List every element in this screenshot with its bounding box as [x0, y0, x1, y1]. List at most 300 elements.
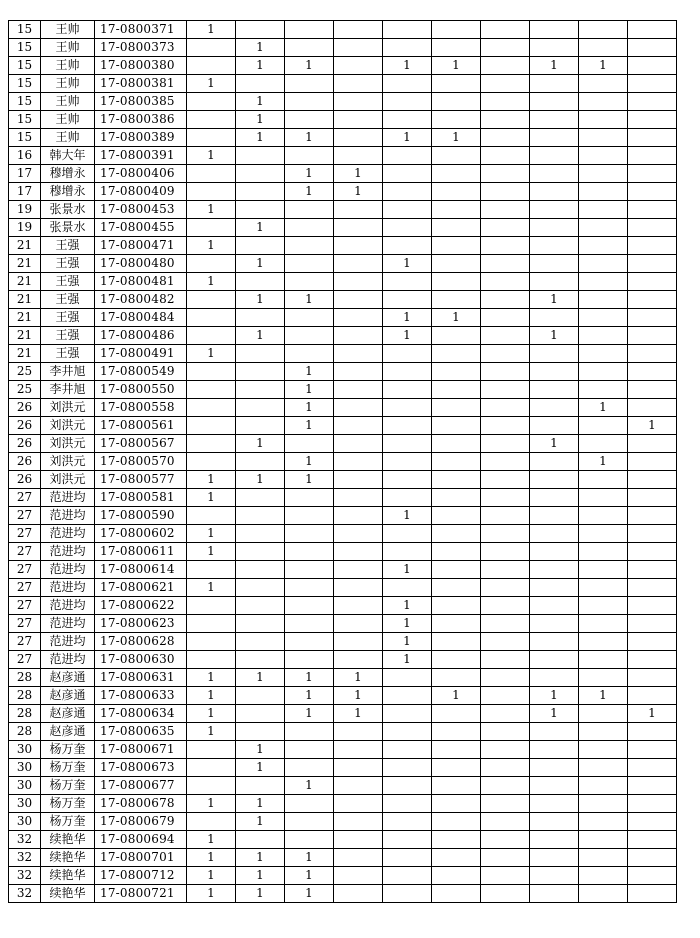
person-name-cell: 范进均	[41, 633, 95, 651]
mark-cell	[334, 885, 383, 903]
mark-cell	[383, 93, 432, 111]
mark-cell	[187, 327, 236, 345]
mark-cell: 1	[530, 705, 579, 723]
record-id-cell: 17-0800406	[95, 165, 187, 183]
mark-cell	[530, 453, 579, 471]
mark-cell	[432, 183, 481, 201]
mark-cell	[187, 435, 236, 453]
mark-cell	[383, 183, 432, 201]
mark-cell	[530, 111, 579, 129]
mark-cell	[285, 147, 334, 165]
mark-cell	[481, 795, 530, 813]
mark-cell	[579, 255, 628, 273]
mark-cell	[334, 795, 383, 813]
mark-cell: 1	[187, 669, 236, 687]
record-id-cell: 17-0800622	[95, 597, 187, 615]
group-number-cell: 21	[9, 327, 41, 345]
record-id-cell: 17-0800481	[95, 273, 187, 291]
group-number-cell: 16	[9, 147, 41, 165]
mark-cell	[579, 777, 628, 795]
mark-cell	[187, 399, 236, 417]
mark-cell	[530, 75, 579, 93]
mark-cell: 1	[187, 687, 236, 705]
mark-cell: 1	[383, 309, 432, 327]
mark-cell	[628, 75, 677, 93]
mark-cell	[383, 237, 432, 255]
mark-cell	[285, 507, 334, 525]
person-name-cell: 刘洪元	[41, 453, 95, 471]
person-name-cell: 杨万奎	[41, 777, 95, 795]
mark-cell	[579, 561, 628, 579]
mark-cell	[334, 219, 383, 237]
mark-cell	[187, 813, 236, 831]
mark-cell	[187, 219, 236, 237]
mark-cell	[334, 813, 383, 831]
mark-cell	[334, 471, 383, 489]
mark-cell	[236, 363, 285, 381]
record-id-cell: 17-0800630	[95, 651, 187, 669]
mark-cell: 1	[579, 399, 628, 417]
mark-cell	[187, 759, 236, 777]
mark-cell	[579, 651, 628, 669]
mark-cell	[530, 219, 579, 237]
mark-cell: 1	[383, 57, 432, 75]
mark-cell	[432, 399, 481, 417]
mark-cell	[530, 237, 579, 255]
mark-cell: 1	[187, 237, 236, 255]
mark-cell	[579, 849, 628, 867]
mark-cell	[628, 201, 677, 219]
mark-cell	[334, 399, 383, 417]
person-name-cell: 杨万奎	[41, 813, 95, 831]
record-id-cell: 17-0800373	[95, 39, 187, 57]
record-id-cell: 17-0800671	[95, 741, 187, 759]
mark-cell	[628, 687, 677, 705]
mark-cell	[628, 219, 677, 237]
group-number-cell: 19	[9, 219, 41, 237]
mark-cell	[285, 525, 334, 543]
mark-cell	[285, 21, 334, 39]
mark-cell	[628, 93, 677, 111]
group-number-cell: 26	[9, 471, 41, 489]
mark-cell	[383, 381, 432, 399]
mark-cell	[628, 309, 677, 327]
mark-cell	[628, 741, 677, 759]
mark-cell	[628, 507, 677, 525]
mark-cell	[383, 669, 432, 687]
mark-cell	[579, 543, 628, 561]
table-row	[9, 201, 677, 219]
mark-cell	[481, 345, 530, 363]
mark-cell: 1	[530, 327, 579, 345]
mark-cell	[432, 705, 481, 723]
table-row	[9, 399, 677, 417]
mark-cell	[432, 345, 481, 363]
mark-cell	[530, 21, 579, 39]
mark-cell	[334, 273, 383, 291]
mark-cell	[530, 813, 579, 831]
mark-cell	[285, 309, 334, 327]
mark-cell	[187, 561, 236, 579]
table-row	[9, 813, 677, 831]
mark-cell: 1	[334, 669, 383, 687]
group-number-cell: 27	[9, 525, 41, 543]
mark-cell	[481, 615, 530, 633]
mark-cell	[530, 543, 579, 561]
mark-cell	[236, 75, 285, 93]
table-row	[9, 381, 677, 399]
mark-cell	[383, 525, 432, 543]
mark-cell	[481, 273, 530, 291]
record-id-cell: 17-0800389	[95, 129, 187, 147]
group-number-cell: 27	[9, 543, 41, 561]
mark-cell	[628, 525, 677, 543]
mark-cell	[481, 111, 530, 129]
mark-cell: 1	[187, 201, 236, 219]
person-name-cell: 王帅	[41, 129, 95, 147]
table-row	[9, 417, 677, 435]
mark-cell	[432, 291, 481, 309]
table-row	[9, 363, 677, 381]
mark-cell	[628, 759, 677, 777]
mark-cell	[481, 867, 530, 885]
mark-cell	[579, 201, 628, 219]
table-row	[9, 471, 677, 489]
mark-cell	[481, 39, 530, 57]
mark-cell	[530, 615, 579, 633]
table-row	[9, 849, 677, 867]
mark-cell	[530, 129, 579, 147]
mark-cell	[236, 525, 285, 543]
mark-cell	[236, 561, 285, 579]
mark-cell	[334, 543, 383, 561]
mark-cell: 1	[236, 849, 285, 867]
person-name-cell: 穆增永	[41, 165, 95, 183]
record-id-cell: 17-0800614	[95, 561, 187, 579]
mark-cell	[530, 399, 579, 417]
mark-cell	[481, 723, 530, 741]
table-row	[9, 327, 677, 345]
mark-cell	[530, 39, 579, 57]
record-id-cell: 17-0800380	[95, 57, 187, 75]
group-number-cell: 30	[9, 759, 41, 777]
person-name-cell: 张景水	[41, 201, 95, 219]
mark-cell	[628, 795, 677, 813]
mark-cell	[579, 885, 628, 903]
mark-cell	[334, 75, 383, 93]
mark-cell	[579, 183, 628, 201]
mark-cell	[383, 345, 432, 363]
mark-cell	[481, 651, 530, 669]
mark-cell	[285, 723, 334, 741]
mark-cell	[383, 363, 432, 381]
mark-cell: 1	[187, 867, 236, 885]
mark-cell	[383, 777, 432, 795]
mark-cell	[481, 489, 530, 507]
person-name-cell: 赵彦通	[41, 723, 95, 741]
group-number-cell: 15	[9, 57, 41, 75]
person-name-cell: 王帅	[41, 111, 95, 129]
mark-cell	[334, 435, 383, 453]
mark-cell	[628, 651, 677, 669]
record-id-cell: 17-0800679	[95, 813, 187, 831]
mark-cell	[481, 219, 530, 237]
mark-cell	[432, 651, 481, 669]
mark-cell: 1	[383, 255, 432, 273]
mark-cell	[187, 363, 236, 381]
mark-cell: 1	[285, 669, 334, 687]
mark-cell	[236, 489, 285, 507]
mark-cell	[285, 111, 334, 129]
mark-cell	[187, 651, 236, 669]
mark-cell	[236, 165, 285, 183]
table-row	[9, 309, 677, 327]
mark-cell	[285, 345, 334, 363]
mark-cell	[285, 831, 334, 849]
mark-cell	[432, 597, 481, 615]
mark-cell	[579, 507, 628, 525]
mark-cell	[530, 777, 579, 795]
mark-cell	[579, 741, 628, 759]
mark-cell: 1	[383, 651, 432, 669]
table-row	[9, 345, 677, 363]
mark-cell	[530, 867, 579, 885]
mark-cell: 1	[383, 633, 432, 651]
mark-cell	[628, 777, 677, 795]
person-name-cell: 范进均	[41, 579, 95, 597]
record-id-cell: 17-0800561	[95, 417, 187, 435]
mark-cell	[285, 597, 334, 615]
mark-cell	[432, 723, 481, 741]
mark-cell: 1	[285, 417, 334, 435]
mark-cell	[383, 813, 432, 831]
mark-cell: 1	[285, 129, 334, 147]
mark-cell	[579, 363, 628, 381]
person-name-cell: 范进均	[41, 615, 95, 633]
group-number-cell: 15	[9, 93, 41, 111]
table-row	[9, 633, 677, 651]
mark-cell	[579, 525, 628, 543]
mark-cell	[481, 813, 530, 831]
mark-cell	[334, 21, 383, 39]
table-row	[9, 723, 677, 741]
mark-cell	[530, 669, 579, 687]
mark-cell	[432, 201, 481, 219]
table-row	[9, 777, 677, 795]
mark-cell	[481, 453, 530, 471]
mark-cell	[334, 777, 383, 795]
mark-cell	[285, 561, 334, 579]
person-name-cell: 范进均	[41, 525, 95, 543]
mark-cell	[285, 273, 334, 291]
mark-cell: 1	[285, 471, 334, 489]
mark-cell	[628, 327, 677, 345]
person-name-cell: 王强	[41, 255, 95, 273]
mark-cell	[579, 597, 628, 615]
mark-cell	[334, 345, 383, 363]
mark-cell	[432, 219, 481, 237]
mark-cell: 1	[187, 525, 236, 543]
mark-cell	[579, 291, 628, 309]
mark-cell	[334, 561, 383, 579]
person-name-cell: 王强	[41, 327, 95, 345]
mark-cell	[285, 489, 334, 507]
mark-cell	[432, 813, 481, 831]
record-id-cell: 17-0800453	[95, 201, 187, 219]
record-id-cell: 17-0800491	[95, 345, 187, 363]
mark-cell	[334, 453, 383, 471]
mark-cell	[481, 687, 530, 705]
mark-cell	[481, 633, 530, 651]
mark-cell	[481, 165, 530, 183]
mark-cell	[432, 543, 481, 561]
table-row	[9, 435, 677, 453]
mark-cell	[334, 327, 383, 345]
mark-cell	[579, 129, 628, 147]
mark-cell	[187, 777, 236, 795]
group-number-cell: 32	[9, 885, 41, 903]
mark-cell	[334, 39, 383, 57]
mark-cell: 1	[285, 687, 334, 705]
mark-cell	[383, 885, 432, 903]
table-row	[9, 183, 677, 201]
table-row	[9, 741, 677, 759]
mark-cell	[530, 309, 579, 327]
record-id-cell: 17-0800486	[95, 327, 187, 345]
mark-cell	[579, 219, 628, 237]
mark-cell	[579, 831, 628, 849]
mark-cell	[432, 93, 481, 111]
mark-cell	[579, 489, 628, 507]
mark-cell	[432, 471, 481, 489]
mark-cell	[285, 741, 334, 759]
mark-cell	[285, 327, 334, 345]
mark-cell	[383, 579, 432, 597]
person-name-cell: 续艳华	[41, 831, 95, 849]
group-number-cell: 28	[9, 705, 41, 723]
mark-cell	[481, 507, 530, 525]
mark-cell: 1	[187, 831, 236, 849]
record-id-cell: 17-0800558	[95, 399, 187, 417]
person-name-cell: 范进均	[41, 651, 95, 669]
person-name-cell: 杨万奎	[41, 795, 95, 813]
table-row	[9, 291, 677, 309]
mark-cell: 1	[236, 39, 285, 57]
mark-cell	[285, 93, 334, 111]
record-id-cell: 17-0800712	[95, 867, 187, 885]
mark-cell: 1	[236, 435, 285, 453]
record-id-cell: 17-0800471	[95, 237, 187, 255]
group-number-cell: 28	[9, 723, 41, 741]
table-row	[9, 579, 677, 597]
mark-cell	[187, 633, 236, 651]
person-name-cell: 王强	[41, 345, 95, 363]
mark-cell	[628, 237, 677, 255]
mark-cell	[285, 237, 334, 255]
mark-cell: 1	[187, 471, 236, 489]
mark-cell	[236, 21, 285, 39]
table-row	[9, 543, 677, 561]
mark-cell	[530, 525, 579, 543]
mark-cell	[579, 237, 628, 255]
mark-cell: 1	[236, 219, 285, 237]
mark-cell: 1	[236, 255, 285, 273]
person-name-cell: 赵彦通	[41, 669, 95, 687]
mark-cell	[481, 363, 530, 381]
record-id-cell: 17-0800623	[95, 615, 187, 633]
mark-cell	[432, 795, 481, 813]
mark-cell	[383, 831, 432, 849]
mark-cell	[530, 489, 579, 507]
person-name-cell: 杨万奎	[41, 759, 95, 777]
mark-cell	[628, 453, 677, 471]
record-id-cell: 17-0800581	[95, 489, 187, 507]
mark-cell	[579, 471, 628, 489]
mark-cell	[383, 867, 432, 885]
mark-cell: 1	[334, 165, 383, 183]
mark-cell	[432, 579, 481, 597]
mark-cell	[334, 57, 383, 75]
mark-cell	[432, 615, 481, 633]
group-number-cell: 30	[9, 795, 41, 813]
mark-cell: 1	[236, 327, 285, 345]
group-number-cell: 27	[9, 561, 41, 579]
mark-cell: 1	[285, 885, 334, 903]
group-number-cell: 32	[9, 849, 41, 867]
mark-cell: 1	[236, 57, 285, 75]
mark-cell: 1	[432, 309, 481, 327]
mark-cell	[334, 237, 383, 255]
mark-cell: 1	[285, 705, 334, 723]
mark-cell: 1	[383, 327, 432, 345]
table-row	[9, 21, 677, 39]
mark-cell: 1	[236, 759, 285, 777]
table-row	[9, 75, 677, 93]
mark-cell	[236, 183, 285, 201]
mark-cell	[579, 759, 628, 777]
group-number-cell: 26	[9, 417, 41, 435]
mark-cell	[383, 417, 432, 435]
group-number-cell: 15	[9, 75, 41, 93]
mark-cell	[530, 633, 579, 651]
mark-cell	[285, 435, 334, 453]
table-row	[9, 615, 677, 633]
mark-cell	[530, 723, 579, 741]
mark-cell	[481, 471, 530, 489]
mark-cell: 1	[187, 795, 236, 813]
mark-cell	[530, 345, 579, 363]
group-number-cell: 26	[9, 435, 41, 453]
mark-cell	[334, 579, 383, 597]
table-row	[9, 93, 677, 111]
mark-cell: 1	[285, 849, 334, 867]
table-row	[9, 489, 677, 507]
record-id-cell: 17-0800590	[95, 507, 187, 525]
mark-cell: 1	[579, 687, 628, 705]
mark-cell	[236, 543, 285, 561]
mark-cell	[628, 345, 677, 363]
mark-cell	[628, 723, 677, 741]
table-row	[9, 795, 677, 813]
record-id-cell: 17-0800631	[95, 669, 187, 687]
mark-cell	[383, 489, 432, 507]
mark-cell	[236, 633, 285, 651]
mark-cell	[383, 165, 432, 183]
table-row	[9, 561, 677, 579]
record-id-cell: 17-0800678	[95, 795, 187, 813]
mark-cell	[383, 471, 432, 489]
mark-cell	[334, 93, 383, 111]
